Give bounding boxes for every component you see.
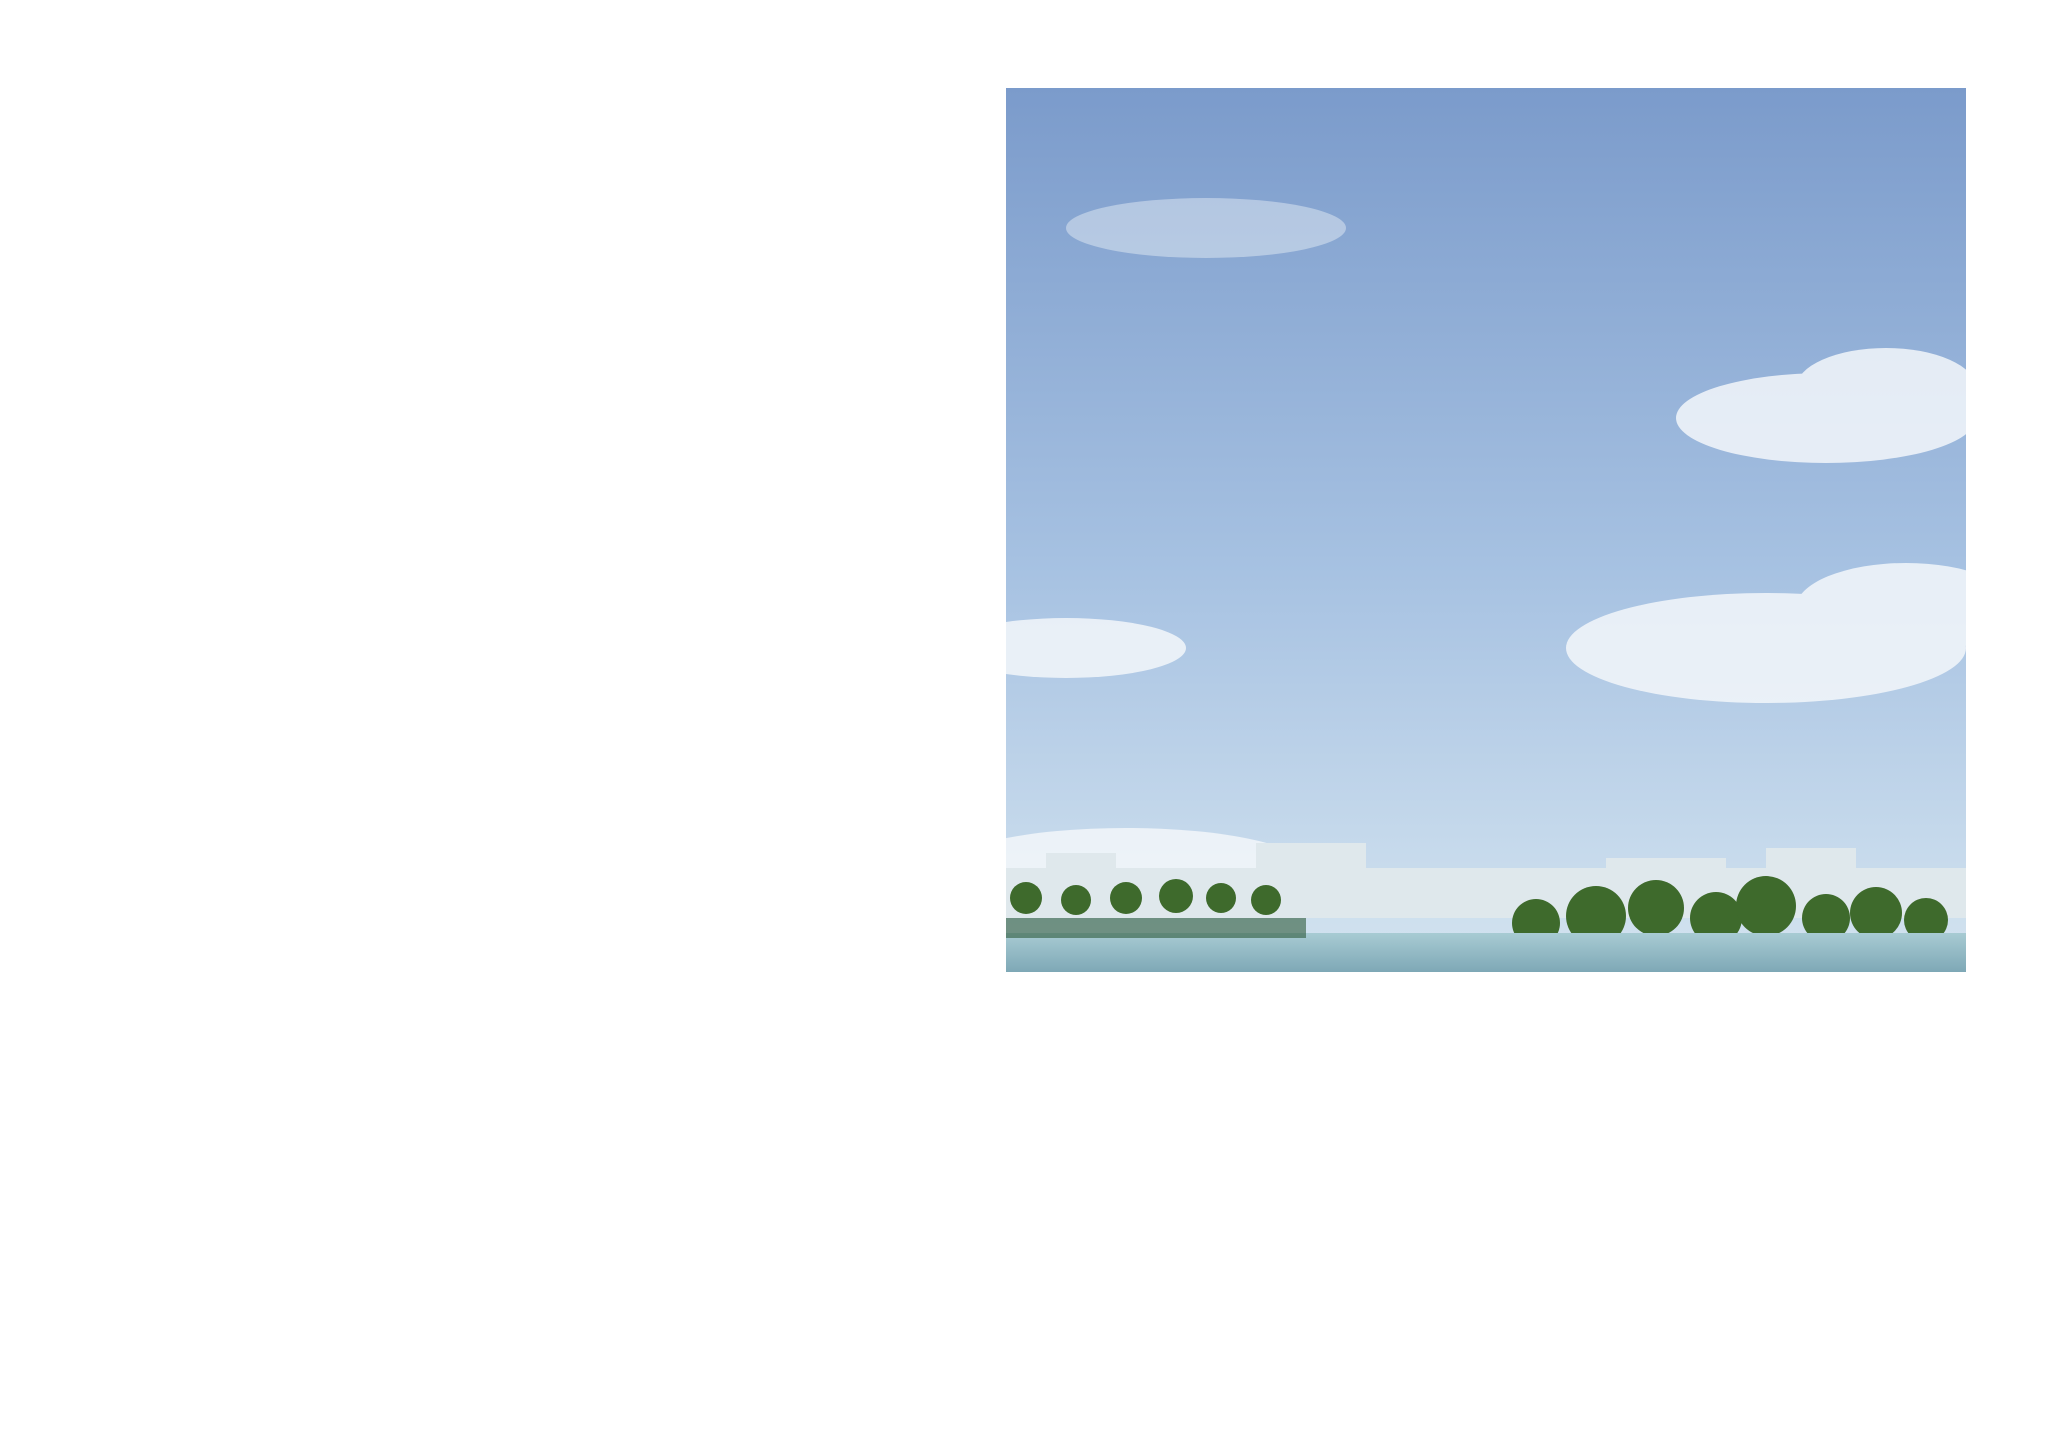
axonometric-diagram-4 [1750, 1100, 1960, 1360]
tower-render-image [1006, 88, 1966, 972]
axonometric-diagram-1 [1050, 1100, 1250, 1360]
axonometric-diagram-3 [1530, 1100, 1730, 1360]
axonometric-diagrams [1050, 1100, 1960, 1360]
axonometric-diagram-2 [1295, 1100, 1495, 1360]
